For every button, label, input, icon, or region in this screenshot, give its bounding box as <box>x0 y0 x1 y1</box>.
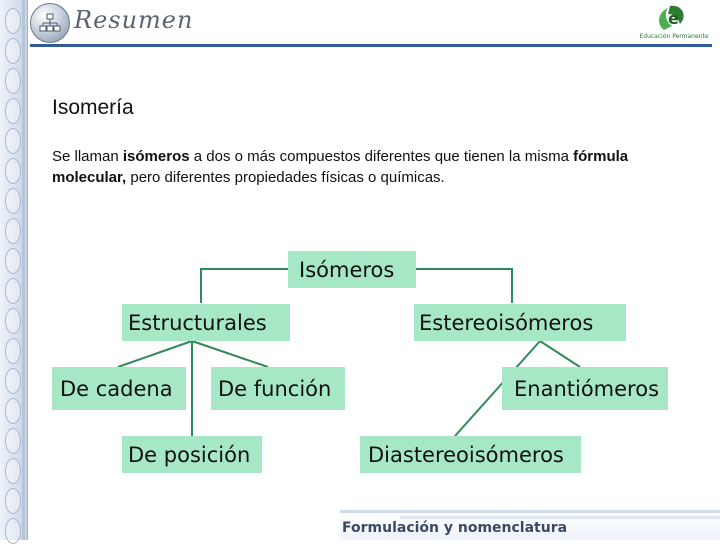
svg-text:e: e <box>668 9 679 28</box>
node-de-funcion: De función <box>211 367 345 410</box>
intro-bold-term-2: fórmula molecular, <box>52 148 629 186</box>
intro-text-3: pero diferentes propiedades físicas o químicas. <box>126 169 445 186</box>
connector-structural-chain <box>118 341 192 367</box>
header-title: Resumen <box>74 6 194 34</box>
node-estructurales: Estructurales <box>122 304 290 341</box>
node-de-cadena: De cadena <box>52 367 186 410</box>
section-title: Isomería <box>52 96 134 119</box>
node-estereoisomeros: Estereoisómeros <box>414 304 626 341</box>
intro-bold-term-1: isómeros <box>122 148 190 165</box>
intro-text-1: Se llaman <box>52 148 123 165</box>
brand-label: Educación Permanente <box>639 33 709 40</box>
intro-text-2: a dos o más compuestos diferentes que tienen la misma <box>189 148 574 165</box>
node-isomeros: Isómeros <box>288 251 416 288</box>
node-diastereoisomeros: Diastereoisómeros <box>360 436 581 473</box>
footer-wave <box>400 516 720 519</box>
footer-title: Formulación y nomenclatura <box>342 520 568 536</box>
connector-root-right <box>415 269 512 303</box>
node-de-posicion: De posición <box>122 436 262 473</box>
connector-stereo-enantiomers <box>540 341 580 367</box>
connector-root-left <box>201 269 288 303</box>
node-enantiomeros: Enantiómeros <box>502 367 668 410</box>
connector-structural-function <box>192 341 268 367</box>
footer-wave <box>340 510 720 513</box>
